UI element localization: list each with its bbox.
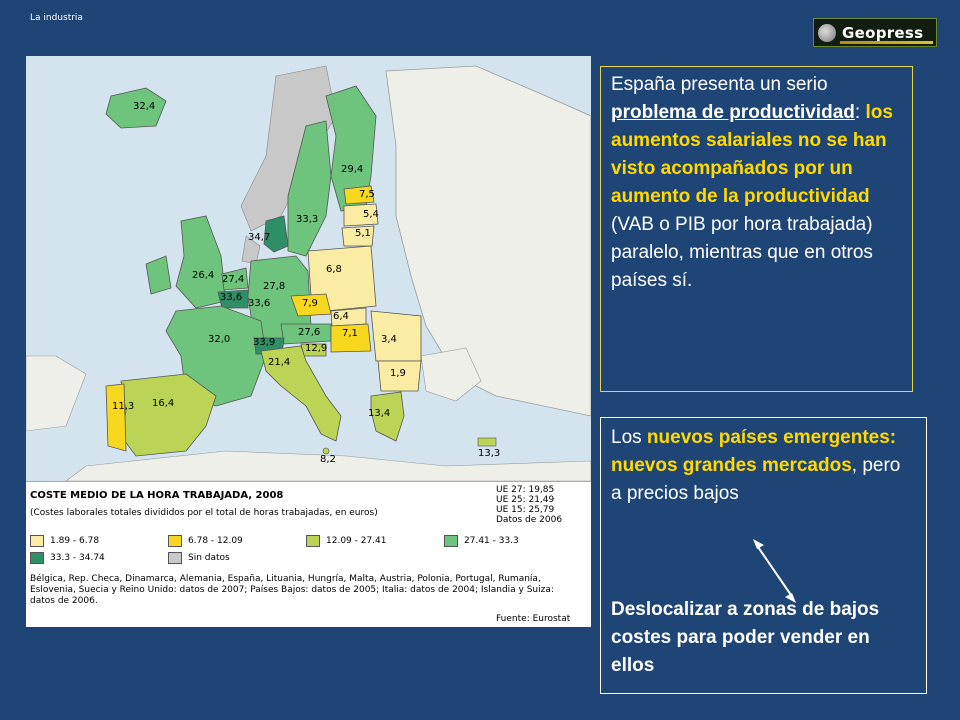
box1-text: :	[854, 102, 866, 123]
value-latvia: 5,4	[363, 209, 379, 220]
legend-swatch	[30, 552, 44, 564]
legend-swatch	[306, 535, 320, 547]
legend-notes: Bélgica, Rep. Checa, Dinamarca, Alemania, España, Lituania, Hungría, Malta, Austria, Polonia, Portugal, Rumanía, Eslovenia, Suecia y Reino Unido: datos de 2007; Países Bajos: datos de 2005; Italia: datos de 2004; Islandia y Suiza: datos de 2006.	[30, 574, 554, 606]
eu-stat: UE 25: 21,49	[496, 495, 555, 505]
value-france: 32,0	[208, 334, 231, 345]
legend-subtitle: (Costes laborales totales divididos por el total de horas trabajadas, en euros)	[30, 508, 378, 518]
map-shapes	[26, 56, 591, 481]
productivity-text-box	[600, 66, 913, 392]
legend-item	[168, 552, 230, 564]
value-denmark: 34,7	[248, 232, 271, 243]
value-poland: 6,8	[326, 264, 342, 275]
region-cyprus[interactable]	[478, 438, 496, 446]
legend-swatch	[168, 535, 182, 547]
value-malta: 8,2	[320, 454, 336, 465]
value-hungary: 7,1	[342, 328, 358, 339]
legend-label: 6.78 - 12.09	[188, 536, 243, 546]
legend-swatch	[168, 552, 182, 564]
legend-eu-stats	[496, 485, 562, 525]
legend-label: 1.89 - 6.78	[50, 536, 100, 546]
europe-map	[26, 56, 591, 481]
globe-icon	[818, 24, 836, 42]
legend-label: 27.41 - 33.3	[464, 536, 519, 546]
value-germany: 27,8	[263, 281, 286, 292]
eu-stat: Datos de 2006	[496, 515, 563, 525]
legend-source: Fuente: Eurostat	[496, 614, 571, 624]
legend-swatch	[444, 535, 458, 547]
box2-conclusion: Deslocalizar a zonas de bajos costes para poder vender en ellos	[611, 599, 880, 676]
value-switzerland: 33,9	[253, 337, 276, 348]
europe-map-panel	[26, 56, 591, 626]
value-greece: 13,4	[368, 408, 391, 419]
section-label: La industria	[30, 13, 83, 23]
value-slovakia: 6,4	[333, 311, 349, 322]
value-belgium: 33,6	[220, 292, 243, 303]
value-spain: 16,4	[152, 398, 175, 409]
map-legend	[26, 481, 591, 627]
eu-stat: UE 15: 25,79	[496, 505, 555, 515]
legend-item	[168, 535, 243, 547]
legend-item	[306, 535, 387, 547]
eu-stat: UE 27: 19,85	[496, 485, 555, 495]
box2-highlight: nuevos países emergentes: nuevos grandes mercados	[611, 427, 897, 476]
box1-productivity-problem: problema de productividad	[611, 102, 855, 123]
value-bulgaria: 1,9	[390, 368, 406, 379]
box1-text: (VAB o PIB por hora trabajada) paralelo, mientras que en otros países sí.	[611, 214, 873, 291]
legend-item	[30, 535, 99, 547]
value-austria: 27,6	[298, 327, 321, 338]
value-slovenia: 12,9	[305, 343, 328, 354]
legend-swatch	[30, 535, 44, 547]
emerging-markets-text-box	[600, 417, 927, 694]
legend-label: 33.3 - 34.74	[50, 553, 105, 563]
value-estonia: 7,5	[359, 189, 375, 200]
legend-title: COSTE MEDIO DE LA HORA TRABAJADA, 2008	[30, 490, 284, 501]
legend-item	[30, 552, 105, 564]
legend-item	[444, 535, 519, 547]
value-sweden: 33,3	[296, 214, 319, 225]
box1-highlight: los aumentos salariales no se han visto acompañados por un aumento de la productividad	[611, 102, 893, 207]
value-portugal: 11,3	[112, 401, 135, 412]
value-uk: 26,4	[192, 270, 215, 281]
value-lithuania: 5,1	[355, 228, 371, 239]
value-romania: 3,4	[381, 334, 397, 345]
box2-text: Los	[611, 427, 647, 448]
value-netherlands: 27,4	[222, 274, 245, 285]
value-iceland: 32,4	[133, 101, 156, 112]
logo-text: Geopress	[842, 23, 924, 42]
value-italy: 21,4	[268, 357, 291, 368]
box1-text: España presenta un serio	[611, 74, 828, 95]
geopress-logo[interactable]	[813, 18, 937, 47]
box2-text: , pero a precios bajos	[611, 455, 901, 504]
value-luxembourg: 33,6	[248, 298, 271, 309]
legend-label: Sin datos	[188, 553, 230, 563]
region-portugal[interactable]	[106, 384, 126, 451]
value-finland: 29,4	[341, 164, 364, 175]
value-czech: 7,9	[302, 298, 318, 309]
legend-label: 12.09 - 27.41	[326, 536, 387, 546]
value-cyprus: 13,3	[478, 448, 501, 459]
logo-strip	[840, 41, 933, 44]
